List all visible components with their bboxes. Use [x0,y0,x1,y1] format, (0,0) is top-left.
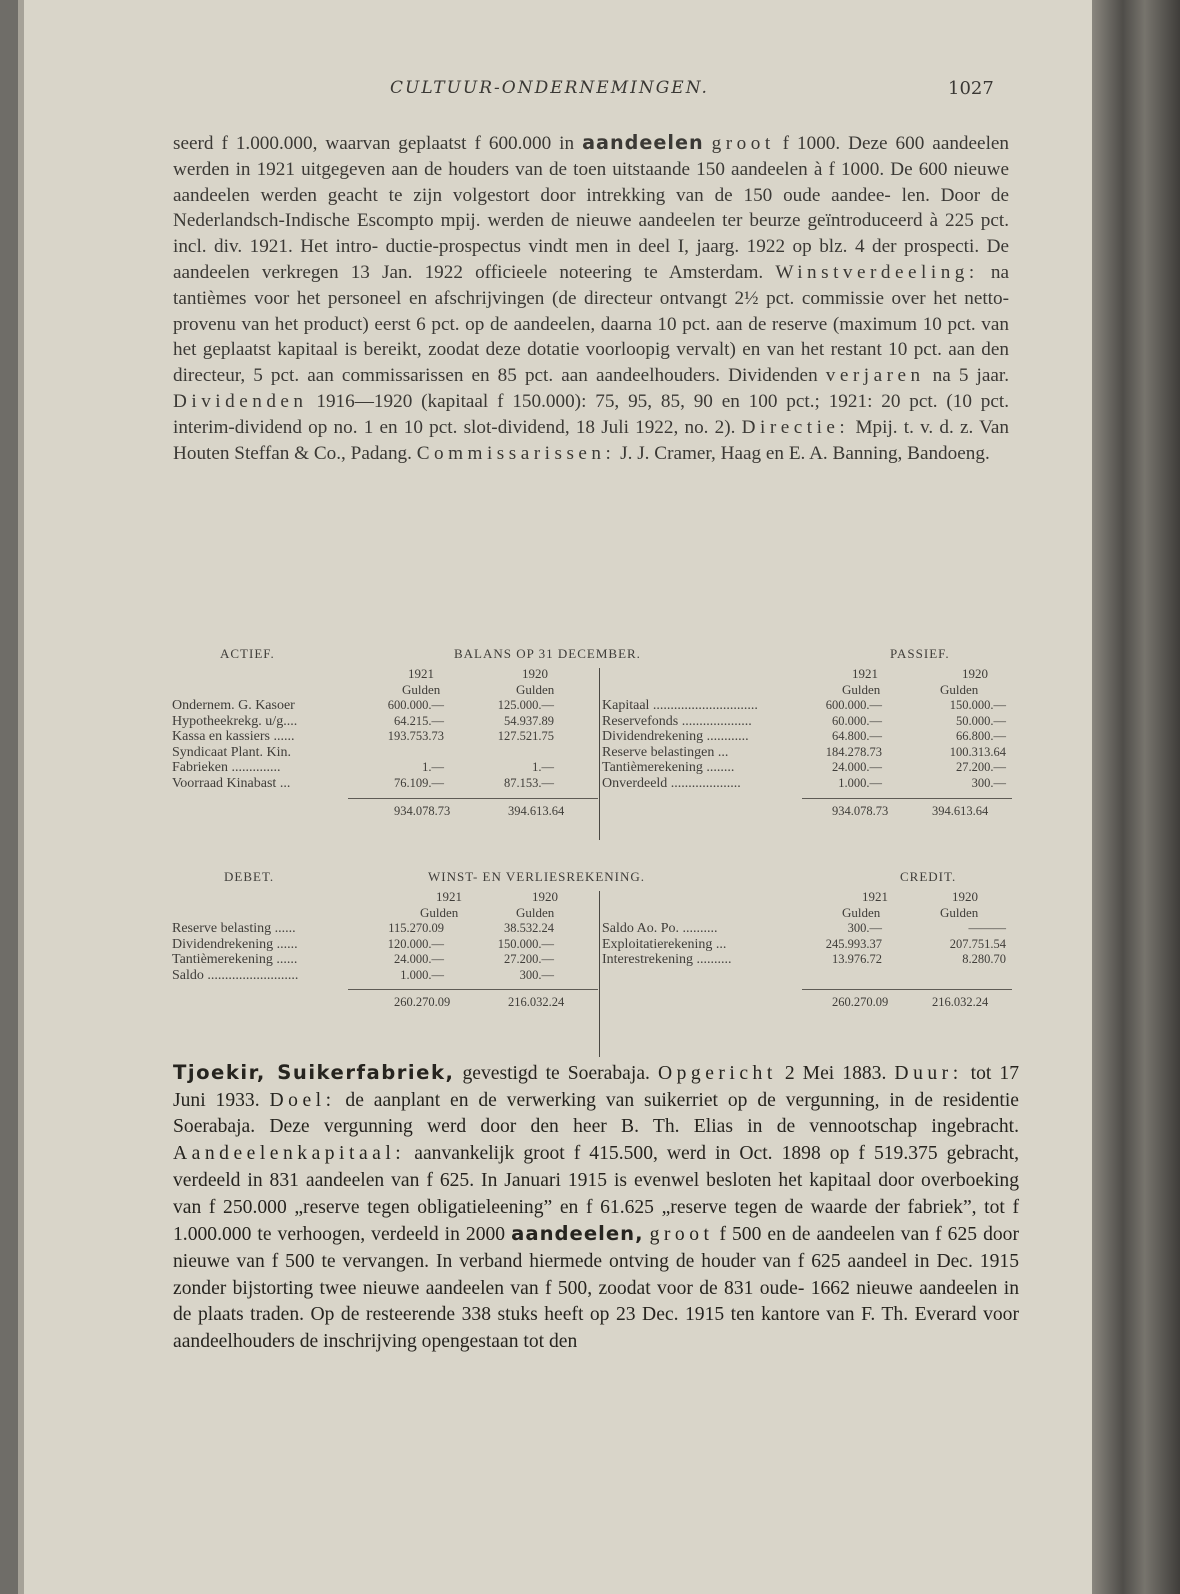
value-1920-right: 66.800.— [956,729,1006,744]
value-1920: 54.937.89 [504,713,554,728]
text-line: werden geacht te zijn volgestort door intrekking van de 150 oude aandee- [260,184,891,206]
kapitaal-label: Aandeelenkapitaal: [173,1143,406,1165]
value-1921: 76.109.— [394,775,444,790]
value-1921: 600.000.— [387,698,444,712]
unit-row [172,905,1012,921]
value-1920-right: 207.751.54 [949,936,1006,951]
text-line: len. Door de Nederlandsch-Indische Escompto mpij. werden de nieuwe [173,184,1010,232]
value-1921-right: 60.000.— [832,713,882,728]
table-row [172,937,1012,953]
total-rule [802,989,1012,990]
year-1920: 1920 [532,889,558,904]
unit-gulden: Gulden [516,682,555,697]
debet-heading: DEBET. [224,869,275,884]
winstverdeeling-label: Winstverdeeling: [775,261,979,283]
year-1921: 1921 [852,666,878,681]
balance-rows [172,698,1012,792]
text-line: seerd f 1.000.000, waarvan geplaatst f 600.000 in [173,133,583,154]
balance-sheet [172,646,1012,822]
year-row [172,666,1012,682]
unit-gulden: Gulden [842,682,881,697]
profit-loss-title: WINST- EN VERLIESREKENING. [428,869,646,884]
total-value: 216.032.24 [508,995,565,1010]
value-1920: 38.532.24 [504,921,554,935]
profit-loss-rows [172,921,1012,983]
commissarissen-text: J. J. Cramer, Haag en E. A. Banning, Bandoeng. [615,442,990,464]
company-text-continued [173,130,1009,466]
text-line: aandeelen ter beurze geïntroduceerd à 225 pct. incl. div. 1921. Het intro- [173,210,1010,258]
value-1920: 300.— [519,967,554,982]
rest-text: f 500 en de aandeelen van f 625 door nieuwe van f 500 te vervangen. In verband hiermede ontving de houder van f 625 aandeel in Dec. 1915 zonder bijstorting twee nieuwe aandeelen van f 500, zoodat voor de 831 oude- 1662 nieuwe aandeelen in de plaats traden. Op de resteerende 338 stuks heeft op 23 Dec. 1915 ten kantore van F. Th. Everard voor aandeelhouders de inschrijving opengestaan tot den [173,1224,1019,1353]
table-row [172,729,1012,745]
table-row [172,968,1012,984]
company-name: Tjoekir, Suikerfabriek, [173,1061,455,1084]
unit-gulden: Gulden [842,905,881,920]
row-label: Voorraad Kinabast ... [172,775,291,791]
unit-gulden: Gulden [940,905,979,920]
dividenden-text: 1916—1920 (kapitaal f 150.000): 75, 95, 85, 90 en 100 pct.; 1921: 20 pct. (10 pct. interim-dividend op no. 1 en 10 pct. slot-dividend, 18 Juli 1922, no. 2). [173,390,1009,438]
value-1921-right: 1.000.— [838,775,882,790]
value-1920-right: 100.313.64 [949,744,1006,759]
value-1920-right: ——— [968,921,1006,935]
row-label: Dividendrekening ...... [172,936,298,952]
value-1921: 193.753.73 [387,729,444,744]
winstverdeeling-text: na tantièmes voor het personeel en afschrijvingen (de directeur ontvangt 2½ pct. commissie over het netto-provenu van het product) eerst 6 pct. op de aandeelen, daarna 10 pct. aan de reserve (maximum 10 pct. van het geplaatst kapitaal is bereikt, zoodat deze dotatie voorloopig vervalt) en van het restant 10 pct. aan den directeur, 5 pct. aan commissarissen en 85 pct. aan aandeelhouders. Dividenden [173,261,1009,387]
year-1920: 1920 [522,666,548,681]
value-1920: 150.000.— [497,936,554,951]
duur-label: Duur: [894,1063,963,1084]
intro-text: gevestigd te Soerabaja. [454,1063,658,1084]
page-header [18,78,1018,106]
total-value: 260.270.09 [832,995,889,1010]
year-1920: 1920 [952,889,978,904]
row-label: Kassa en kassiers ...... [172,729,295,745]
kapitaal-text: aanvankelijk groot f 415.500, werd in Oct. 1898 op f 519.375 gebracht, verdeeld in 831 aandeelen van f 625. In Januari 1915 is evenwel besloten het kapitaal door overboeking van f 250.000 „reserve tegen obligatieleening” en f 61.625 „reserve tegen de waarde der fabriek”, tot f 1.000.000 te verhoogen, verdeeld in 2000 [173,1143,1019,1246]
row-label-right: Onverdeeld .................... [602,775,741,791]
year-1921: 1921 [436,889,462,904]
total-rule [348,989,598,990]
total-value: 216.032.24 [932,995,989,1010]
row-label: Fabrieken .............. [172,760,281,776]
row-label: Hypotheekrekg. u/g.... [172,713,298,729]
row-label: Tantièmerekening ...... [172,952,298,968]
book-edge [1092,0,1180,1594]
value-1921: 1.000.— [400,967,444,982]
value-1921-right: 600.000.— [825,698,882,712]
opgericht-label: Opgericht [657,1063,777,1084]
total-value: 260.270.09 [394,995,451,1010]
company-entry-tjoekir [173,1060,1019,1356]
table-row [172,952,1012,968]
value-1921: 24.000.— [394,952,444,967]
row-label: Reserve belasting ...... [172,921,296,936]
value-1921: 115.270.09 [388,921,444,935]
text-line: f 1000. Deze 600 aandeelen werden in 1921 uitgegeven aan de houders [173,133,1010,180]
balance-title: BALANS OP 31 DECEMBER. [454,646,641,661]
table-row [172,921,1012,937]
year-row [172,889,1012,905]
value-1921-right: 64.800.— [832,729,882,744]
row-label-right: Interestrekening .......... [602,952,732,968]
table-row [172,776,1012,792]
column-divider [599,891,600,1057]
row-label: Saldo .......................... [172,967,299,983]
duur-text: tot 17 Juni 1933. [173,1063,1019,1111]
table-row [172,760,1012,776]
unit-gulden: Gulden [402,682,441,697]
profit-loss-totals [172,995,1012,1013]
total-value: 934.078.73 [394,803,451,818]
unit-gulden: Gulden [516,905,555,920]
doel-label: Doel: [269,1089,336,1111]
value-1920-right: 8.280.70 [962,952,1006,967]
profit-loss-headings [172,869,1012,889]
spaced-term: groot [649,1224,714,1246]
bold-term: aandeelen [582,131,704,154]
credit-heading: CREDIT. [900,869,957,884]
table-row [172,714,1012,730]
value-1921-right: 245.993.37 [825,936,882,951]
value-1920: 87.153.— [504,775,554,790]
directie-label: Directie: [741,416,850,438]
total-value: 934.078.73 [832,803,889,818]
value-1920-right: 150.000.— [949,698,1006,712]
value-1921-right: 13.976.72 [832,952,882,967]
unit-gulden: Gulden [940,682,979,697]
row-label-right: Reservefonds .................... [602,713,752,729]
row-label-right: Kapitaal .............................. [602,698,758,713]
value-1920: 127.521.75 [497,729,554,744]
row-label-right: Reserve belastingen ... [602,744,729,760]
dividenden-label: Dividenden [173,390,308,412]
row-label-right: Tantièmerekening ........ [602,760,735,776]
spaced-term: groot [711,133,775,154]
page-gutter [18,0,24,1594]
text-line: van de toen uitstaande 150 aandeelen à f 1000. De 600 nieuwe aandeelen [173,158,1009,206]
verjaren-text: na 5 jaar. [924,365,1009,387]
row-label-right: Dividendrekening ............ [602,729,749,745]
unit-row [172,682,1012,698]
row-label-right: Saldo Ao. Po. .......... [602,921,718,936]
doel-text: de aanplant en de verwerking van suikerriet op de vergunning, in de residentie Soerabaja. Deze vergunning werd door den heer B. Th. Elias in de vennootschap ingebracht. [173,1089,1020,1138]
running-title: CULTUUR-ONDERNEMINGEN. [390,78,709,98]
value-1921: 120.000.— [387,936,444,951]
total-rule [802,798,1012,799]
unit-gulden: Gulden [420,905,459,920]
year-1921: 1921 [408,666,434,681]
opgericht-text: 2 Mei 1883. [776,1063,895,1084]
value-1920-right: 27.200.— [956,760,1006,775]
table-row [172,698,1012,714]
year-1921: 1921 [862,889,888,904]
value-1921: 64.215.— [394,713,444,728]
year-1920: 1920 [962,666,988,681]
bold-term: aandeelen, [511,1222,644,1246]
text-line: ductie-prospectus vindt men in deel I, jaarg. 1922 op blz. 4 der prospecti. [385,236,980,258]
value-1920: 125.000.— [497,698,554,712]
value-1920: 1.— [532,760,554,775]
commissarissen-label: Commissarissen: [416,442,616,464]
profit-loss-account [172,869,1012,1013]
text-line: De aandeelen verkregen 13 Jan. 1922 officieele noteering te Amsterdam. [173,236,1010,283]
row-label: Ondernem. G. Kasoer [172,698,295,713]
directie-text: Mpij. t. v. d. z. Van Houten Steffan & Co., Padang. [173,416,1009,464]
value-1921: 1.— [422,760,444,775]
value-1920-right: 50.000.— [956,713,1006,728]
row-label: Syndicaat Plant. Kin. [172,744,291,760]
balance-totals [172,804,1012,822]
verjaren-label: verjaren [825,365,925,387]
value-1921-right: 24.000.— [832,760,882,775]
balance-headings [172,646,1012,666]
value-1921-right: 300.— [847,921,882,935]
page-number: 1027 [948,78,994,99]
passief-heading: PASSIEF. [890,646,950,661]
document-page [18,0,1106,1594]
total-value: 394.613.64 [508,803,565,818]
value-1921-right: 184.278.73 [825,744,882,759]
value-1920-right: 300.— [971,775,1006,790]
column-divider [599,668,600,840]
row-label-right: Exploitatierekening ... [602,936,727,952]
total-value: 394.613.64 [932,803,989,818]
value-1920: 27.200.— [504,952,554,967]
actief-heading: ACTIEF. [220,646,275,661]
total-rule [348,798,598,799]
table-row [172,745,1012,761]
